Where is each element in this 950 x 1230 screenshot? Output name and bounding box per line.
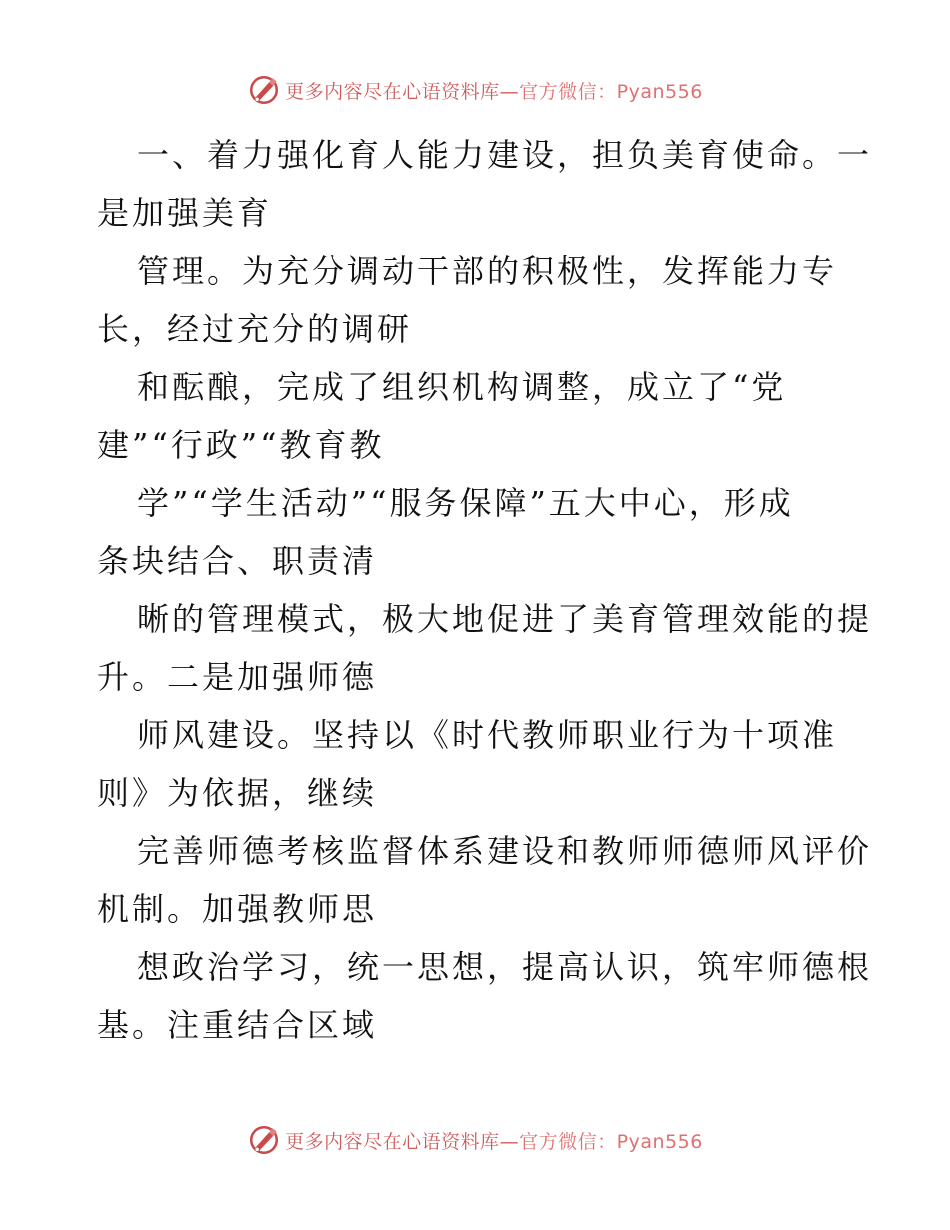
paragraph-2: 管理。为充分调动干部的积极性，发挥能力专 长，经过充分的调研 <box>97 252 838 348</box>
header-watermark <box>0 70 950 110</box>
paragraph-5: 晰的管理模式，极大地促进了美育管理效能的提 升。二是加强师德 <box>97 600 873 696</box>
pen-nib-logo-icon <box>247 73 281 107</box>
paragraph-7: 完善师德考核监督体系建设和教师师德师风评价 机制。加强教师思 <box>97 832 873 928</box>
watermark-text: 更多内容尽在心语资料库—官方微信：Pyan556 <box>285 1130 703 1153</box>
pen-nib-logo-icon <box>247 1123 281 1157</box>
paragraph-4: 学”“学生活动”“服务保障”五大中心，形成 条块结合、职责清 <box>97 484 794 580</box>
paragraph-1: 一、着力强化育人能力建设，担负美育使命。一 是加强美育 <box>97 136 873 232</box>
paragraph-8: 想政治学习，统一思想，提高认识，筑牢师德根 基。注重结合区域 <box>97 948 873 1044</box>
watermark-text: 更多内容尽在心语资料库—官方微信：Pyan556 <box>285 80 703 103</box>
document-body <box>97 126 873 1054</box>
paragraph-3: 和酝酿，完成了组织机构调整，成立了“党 建”“行政”“教育教 <box>97 368 787 464</box>
footer-watermark <box>0 1120 950 1160</box>
paragraph-6: 师风建设。坚持以《时代教师职业行为十项准 则》为依据，继续 <box>97 716 838 812</box>
